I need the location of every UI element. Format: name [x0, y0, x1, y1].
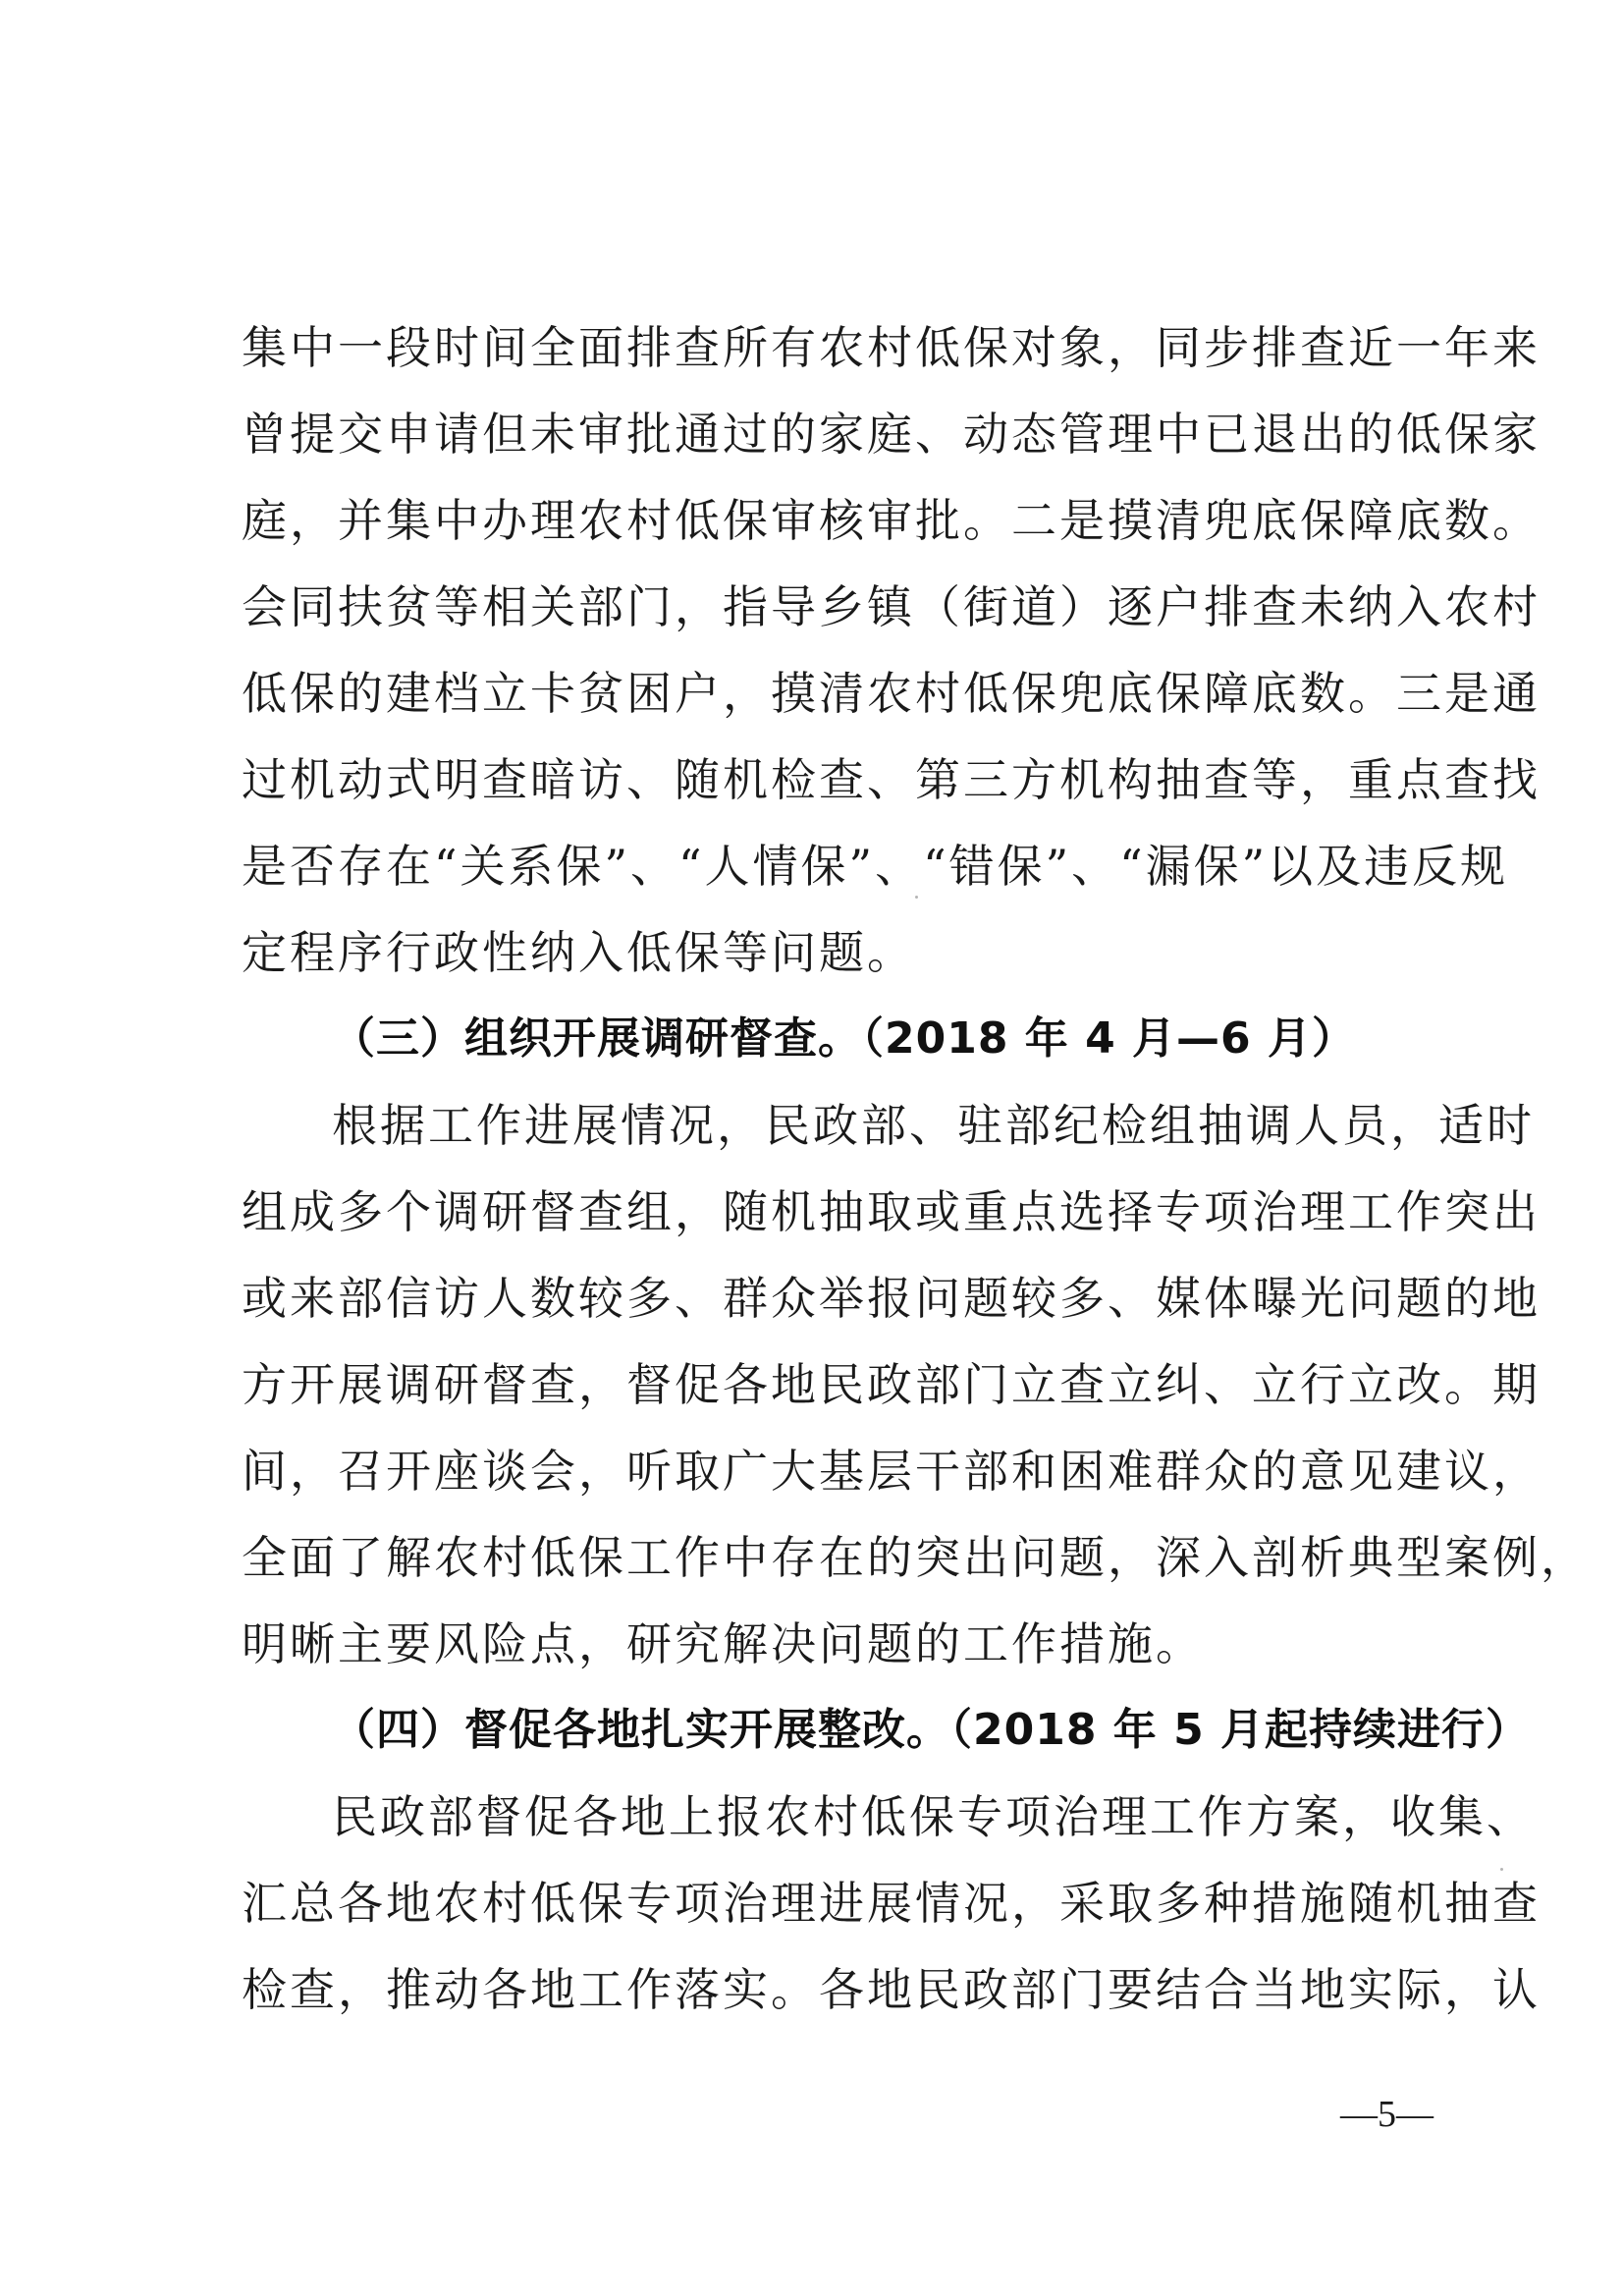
body-line: 或来部信访人数较多、群众举报问题较多、媒体曝光问题的地 — [242, 1272, 1541, 1325]
body-line: 曾提交申请但未审批通过的家庭、动态管理中已退出的低保家 — [242, 408, 1541, 461]
body-line: 根据工作进展情况，民政部、驻部纪检组抽调人员，适时 — [332, 1099, 1535, 1152]
body-line: 定程序行政性纳入低保等问题。 — [242, 926, 915, 979]
document-body — [242, 304, 1589, 2033]
body-line: 庭，并集中办理农村低保审核审批。二是摸清兜底保障底数。 — [242, 494, 1541, 547]
body-line: 是否存在“关系保”、“人情保”、“错保”、“漏保”以及违反规 — [242, 840, 1509, 893]
section-heading-3: （三）组织开展调研督查。（2018 年 4 月—6 月） — [332, 1013, 1356, 1064]
body-line: 检查，推动各地工作落实。各地民政部门要结合当地实际，认 — [242, 1963, 1541, 2016]
body-line: 方开展调研督查，督促各地民政部门立查立纠、立行立改。期 — [242, 1358, 1541, 1411]
scan-speck — [915, 896, 918, 899]
page-number: —5— — [1340, 2094, 1434, 2135]
section-heading-4: （四）督促各地扎实开展整改。（2018 年 5 月起持续进行） — [332, 1705, 1531, 1755]
body-line: 明晰主要风险点，研究解决问题的工作措施。 — [242, 1617, 1204, 1670]
body-line: 全面了解农村低保工作中存在的突出问题，深入剖析典型案例， — [242, 1531, 1589, 1584]
body-line: 低保的建档立卡贫困户，摸清农村低保兜底保障底数。三是通 — [242, 667, 1541, 720]
body-line: 民政部督促各地上报农村低保专项治理工作方案，收集、 — [332, 1790, 1535, 1843]
body-line: 间，召开座谈会，听取广大基层干部和困难群众的意见建议， — [242, 1445, 1541, 1498]
body-line: 汇总各地农村低保专项治理进展情况，采取多种措施随机抽查 — [242, 1877, 1541, 1930]
body-line: 集中一段时间全面排查所有农村低保对象，同步排查近一年来 — [242, 321, 1541, 374]
body-line: 组成多个调研督查组，随机抽取或重点选择专项治理工作突出 — [242, 1185, 1541, 1238]
body-line: 过机动式明查暗访、随机检查、第三方机构抽查等，重点查找 — [242, 753, 1541, 806]
body-line: 会同扶贫等相关部门，指导乡镇（街道）逐户排查未纳入农村 — [242, 580, 1541, 633]
scan-speck — [1500, 1868, 1503, 1871]
